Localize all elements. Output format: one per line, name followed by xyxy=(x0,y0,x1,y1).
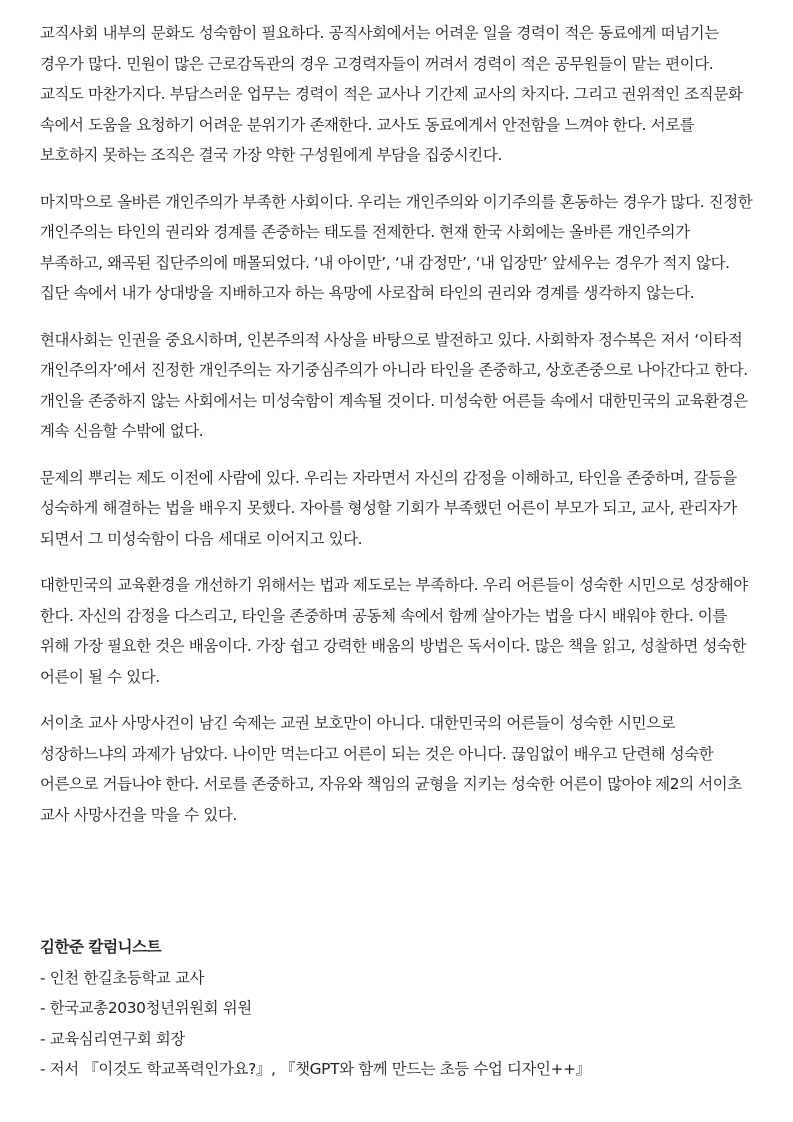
author-credentials-list xyxy=(40,963,755,1085)
author-credential-item: - 저서 『이것도 학교폭력인가요?』, 『챗GPT와 함께 만드는 초등 수업 디자인++』 xyxy=(40,1060,591,1078)
article-paragraph: 서이초 교사 사망사건이 남긴 숙제는 교권 보호만이 아니다. 대한민국의 어른들이 성숙한 시민으로 성장하느냐의 과제가 남았다. 나이만 먹는다고 어른이 되는 것은 아니다. 끊임없이 배우고 단련해 성숙한 어른으로 거듭나야 한다. 서로를 존중하고, 자유와 책임의 균형을 지키는 성숙한 어른이 많아야 제2의 서이초 교사 사망사건을 막을 수 있다. xyxy=(40,714,742,824)
article-paragraph: 현대사회는 인권을 중요시하며, 인본주의적 사상을 바탕으로 발전하고 있다. 사회학자 정수복은 저서 ‘이타적 개인주의자’에서 진정한 개인주의는 자기중심주의가 아니라 타인을 존중하고, 상호존중으로 나아간다고 한다. 개인을 존중하지 않는 사회에서는 미성숙함이 계속될 것이다. 미성숙한 어른들 속에서 대한민국의 교육환경은 계속 신음할 수밖에 없다. xyxy=(40,330,748,440)
author-credential-item: - 인천 한길초등학교 교사 xyxy=(40,968,205,987)
article-paragraph: 대한민국의 교육환경을 개선하기 위해서는 법과 제도로는 부족하다. 우리 어른들이 성숙한 시민으로 성장해야 한다. 자신의 감정을 다스리고, 타인을 존중하며 공동체 속에서 함께 살아가는 법을 다시 배워야 한다. 이를 위해 가장 필요한 것은 배움이다. 가장 쉽고 강력한 배움의 방법은 독서이다. 많은 책을 읽고, 성찰하면 성숙한 어른이 될 수 있다. xyxy=(40,576,748,686)
author-credential-item: - 한국교총2030청년위원회 위원 xyxy=(40,999,252,1017)
author-bio xyxy=(40,932,755,1085)
author-name: 김한준 칼럼니스트 xyxy=(40,938,162,956)
article-paragraph: 마지막으로 올바른 개인주의가 부족한 사회이다. 우리는 개인주의와 이기주의를 혼동하는 경우가 많다. 진정한 개인주의는 타인의 권리와 경계를 존중하는 태도를 전제한다. 현재 한국 사회에는 올바른 개인주의가 부족하고, 왜곡된 집단주의에 매몰되었다. ‘내 아이만’, ‘내 감정만’, ‘내 입장만’ 앞세우는 경우가 적지 않다. 집단 속에서 내가 상대방을 지배하고자 하는 욕망에 사로잡혀 타인의 권리와 경계를 생각하지 않는다. xyxy=(40,192,753,302)
article-paragraph: 문제의 뿌리는 제도 이전에 사람에 있다. 우리는 자라면서 자신의 감정을 이해하고, 타인을 존중하며, 갈등을 성숙하게 해결하는 법을 배우지 못했다. 자아를 형성할 기회가 부족했던 어른이 부모가 되고, 교사, 관리자가 되면서 그 미성숙함이 다음 세대로 이어지고 있다. xyxy=(40,468,737,548)
article-paragraph: 교직사회 내부의 문화도 성숙함이 필요하다. 공직사회에서는 어려운 일을 경력이 적은 동료에게 떠넘기는 경우가 많다. 민원이 많은 근로감독관의 경우 고경력자들이 꺼려서 경력이 적은 공무원들이 맡는 편이다. 교직도 마찬가지다. 부담스러운 업무는 경력이 적은 교사나 기간제 교사의 차지다. 그리고 권위적인 조직문화 속에서 도움을 요청하기 어려운 분위기가 존재한다. 교사도 동료에게서 안전함을 느껴야 한다. 서로를 보호하지 못하는 조직은 결국 가장 약한 구성원에게 부담을 집중시킨다. xyxy=(40,24,743,164)
author-credential-item: - 교육심리연구회 회장 xyxy=(40,1029,185,1048)
article-body xyxy=(40,18,755,846)
